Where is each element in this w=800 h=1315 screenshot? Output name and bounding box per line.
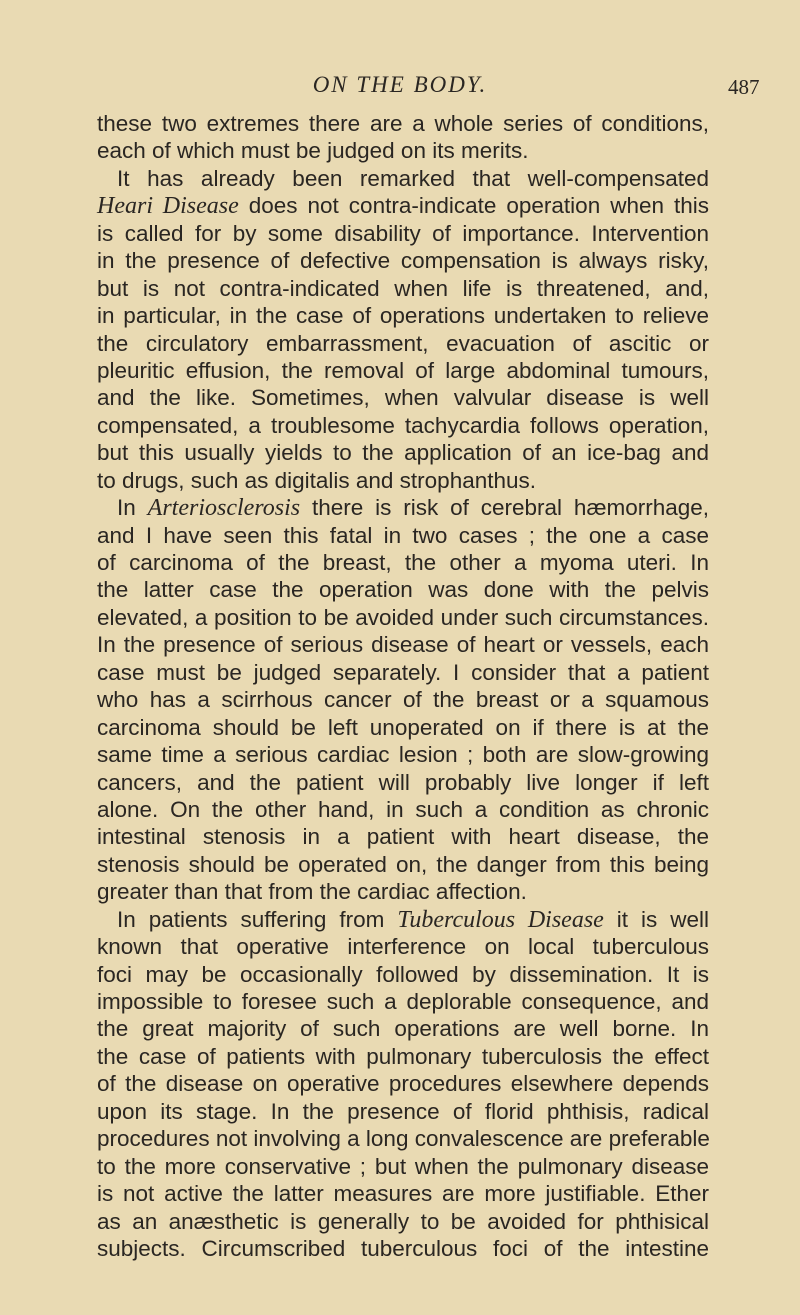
line-text: upon its stage. In the presence of florid phthisis, radical <box>97 1098 709 1124</box>
italic-term: Tuberculous Disease <box>397 906 604 933</box>
text-line <box>97 1235 709 1262</box>
text-line <box>97 1015 709 1042</box>
line-text: of carcinoma of the breast, the other a myoma uteri. In <box>97 550 709 575</box>
text-line <box>97 1125 709 1152</box>
text-line <box>97 494 709 521</box>
text-line <box>97 1180 709 1207</box>
line-text: cancers, and the patient will probably live longer if left <box>97 769 709 795</box>
line-text: in the presence of defective compensation is always risky, <box>97 248 709 274</box>
line-text: pleuritic effusion, the removal of large abdominal tumours, <box>97 357 709 383</box>
text-line <box>97 659 709 686</box>
line-text: of the disease on operative procedures elsewhere depends <box>97 1071 709 1097</box>
line-text: greater than that from the cardiac affection. <box>97 879 527 905</box>
text-line <box>97 1208 709 1235</box>
line-text: In patients suffering from <box>117 906 398 932</box>
text-line <box>97 137 709 164</box>
text-line <box>97 878 709 905</box>
text-line <box>97 110 709 137</box>
text-line <box>97 961 709 988</box>
line-text: procedures not involving a long convalescence are preferable <box>97 1126 710 1152</box>
text-line <box>97 988 709 1015</box>
line-text: impossible to foresee such a deplorable consequence, and <box>97 989 709 1014</box>
text-line <box>97 412 709 439</box>
text-line <box>97 522 709 549</box>
line-text: carcinoma should be left unoperated on if there is at the <box>97 714 709 740</box>
line-text: each of which must be judged on its merits. <box>97 138 529 164</box>
line-text: is called for by some disability of importance. Intervention <box>97 220 709 246</box>
line-text: but is not contra-indicated when life is threatened, and, <box>97 275 709 301</box>
line-text: It has already been remarked that well-compensated <box>117 165 709 191</box>
line-text: case must be judged separately. I consider that a patient <box>97 659 709 685</box>
line-text: to the more conservative ; but when the pulmonary disease <box>97 1153 709 1179</box>
line-text: alone. On the other hand, in such a condition as chronic <box>97 796 709 822</box>
text-line <box>97 467 709 494</box>
line-text: these two extremes there are a whole series of conditions, <box>97 111 709 136</box>
text-line <box>97 933 709 960</box>
line-text: is not active the latter measures are more justifiable. Ether <box>97 1181 709 1207</box>
text-line <box>97 576 709 603</box>
text-line <box>97 769 709 796</box>
italic-term: Heari Disease <box>97 193 239 220</box>
text-line <box>97 384 709 411</box>
line-text: In <box>117 495 148 521</box>
page-number: 487 <box>728 75 760 99</box>
text-line <box>97 165 709 192</box>
line-text: but this usually yields to the application of an ice-bag and <box>97 440 709 466</box>
text-line <box>97 330 709 357</box>
line-text: the case of patients with pulmonary tuberculosis the effect <box>97 1043 709 1069</box>
text-line <box>97 823 709 850</box>
text-line <box>97 220 709 247</box>
running-title: ON THE BODY. <box>312 72 488 97</box>
line-text: who has a scirrhous cancer of the breast or a squamous <box>97 687 709 713</box>
line-text: same time a serious cardiac lesion ; both are slow-growing <box>97 742 709 768</box>
italic-term: Arteriosclerosis <box>147 495 301 522</box>
text-line <box>97 604 709 631</box>
line-text: compensated, a troublesome tachycardia follows operation, <box>97 412 709 438</box>
body-text <box>97 110 709 1262</box>
line-text: the circulatory embarrassment, evacuation of ascitic or <box>97 330 709 356</box>
text-line <box>97 796 709 823</box>
text-line <box>97 247 709 274</box>
line-text: as an anæsthetic is generally to be avoided for phthisical <box>97 1208 709 1234</box>
line-text: the great majority of such operations are well borne. In <box>97 1016 709 1042</box>
line-text: elevated, a position to be avoided under such circumstances. <box>97 604 709 630</box>
text-line <box>97 741 709 768</box>
line-text: foci may be occasionally followed by dissemination. It is <box>97 961 709 987</box>
text-line <box>97 906 709 933</box>
text-line <box>97 192 709 219</box>
line-text: it is well <box>603 906 710 932</box>
line-text: there is risk of cerebral hæmorrhage, <box>300 495 709 521</box>
text-line <box>97 549 709 576</box>
line-text: In the presence of serious disease of heart or vessels, each <box>97 632 709 658</box>
text-line <box>97 631 709 658</box>
line-text: in particular, in the case of operations undertaken to relieve <box>97 303 709 329</box>
line-text: known that operative interference on local tuberculous <box>97 934 709 960</box>
line-text: to drugs, such as digitalis and strophanthus. <box>97 467 537 493</box>
line-text: the latter case the operation was done with the pelvis <box>97 577 709 603</box>
text-line <box>97 439 709 466</box>
text-line <box>97 357 709 384</box>
text-line <box>97 1043 709 1070</box>
text-line <box>97 275 709 302</box>
text-line <box>97 1070 709 1097</box>
line-text: subjects. Circumscribed tuberculous foci of the intestine <box>97 1235 709 1261</box>
text-line <box>97 714 709 741</box>
line-text: does not contra-indicate operation when this <box>238 193 710 219</box>
text-line <box>97 302 709 329</box>
line-text: intestinal stenosis in a patient with heart disease, the <box>97 824 709 850</box>
line-text: and I have seen this fatal in two cases ; the one a case <box>97 522 709 548</box>
line-text: and the like. Sometimes, when valvular disease is well <box>97 385 709 411</box>
line-text: stenosis should be operated on, the danger from this being <box>97 851 709 877</box>
text-line <box>97 1098 709 1125</box>
text-line <box>97 686 709 713</box>
text-line <box>97 1153 709 1180</box>
text-line <box>97 851 709 878</box>
